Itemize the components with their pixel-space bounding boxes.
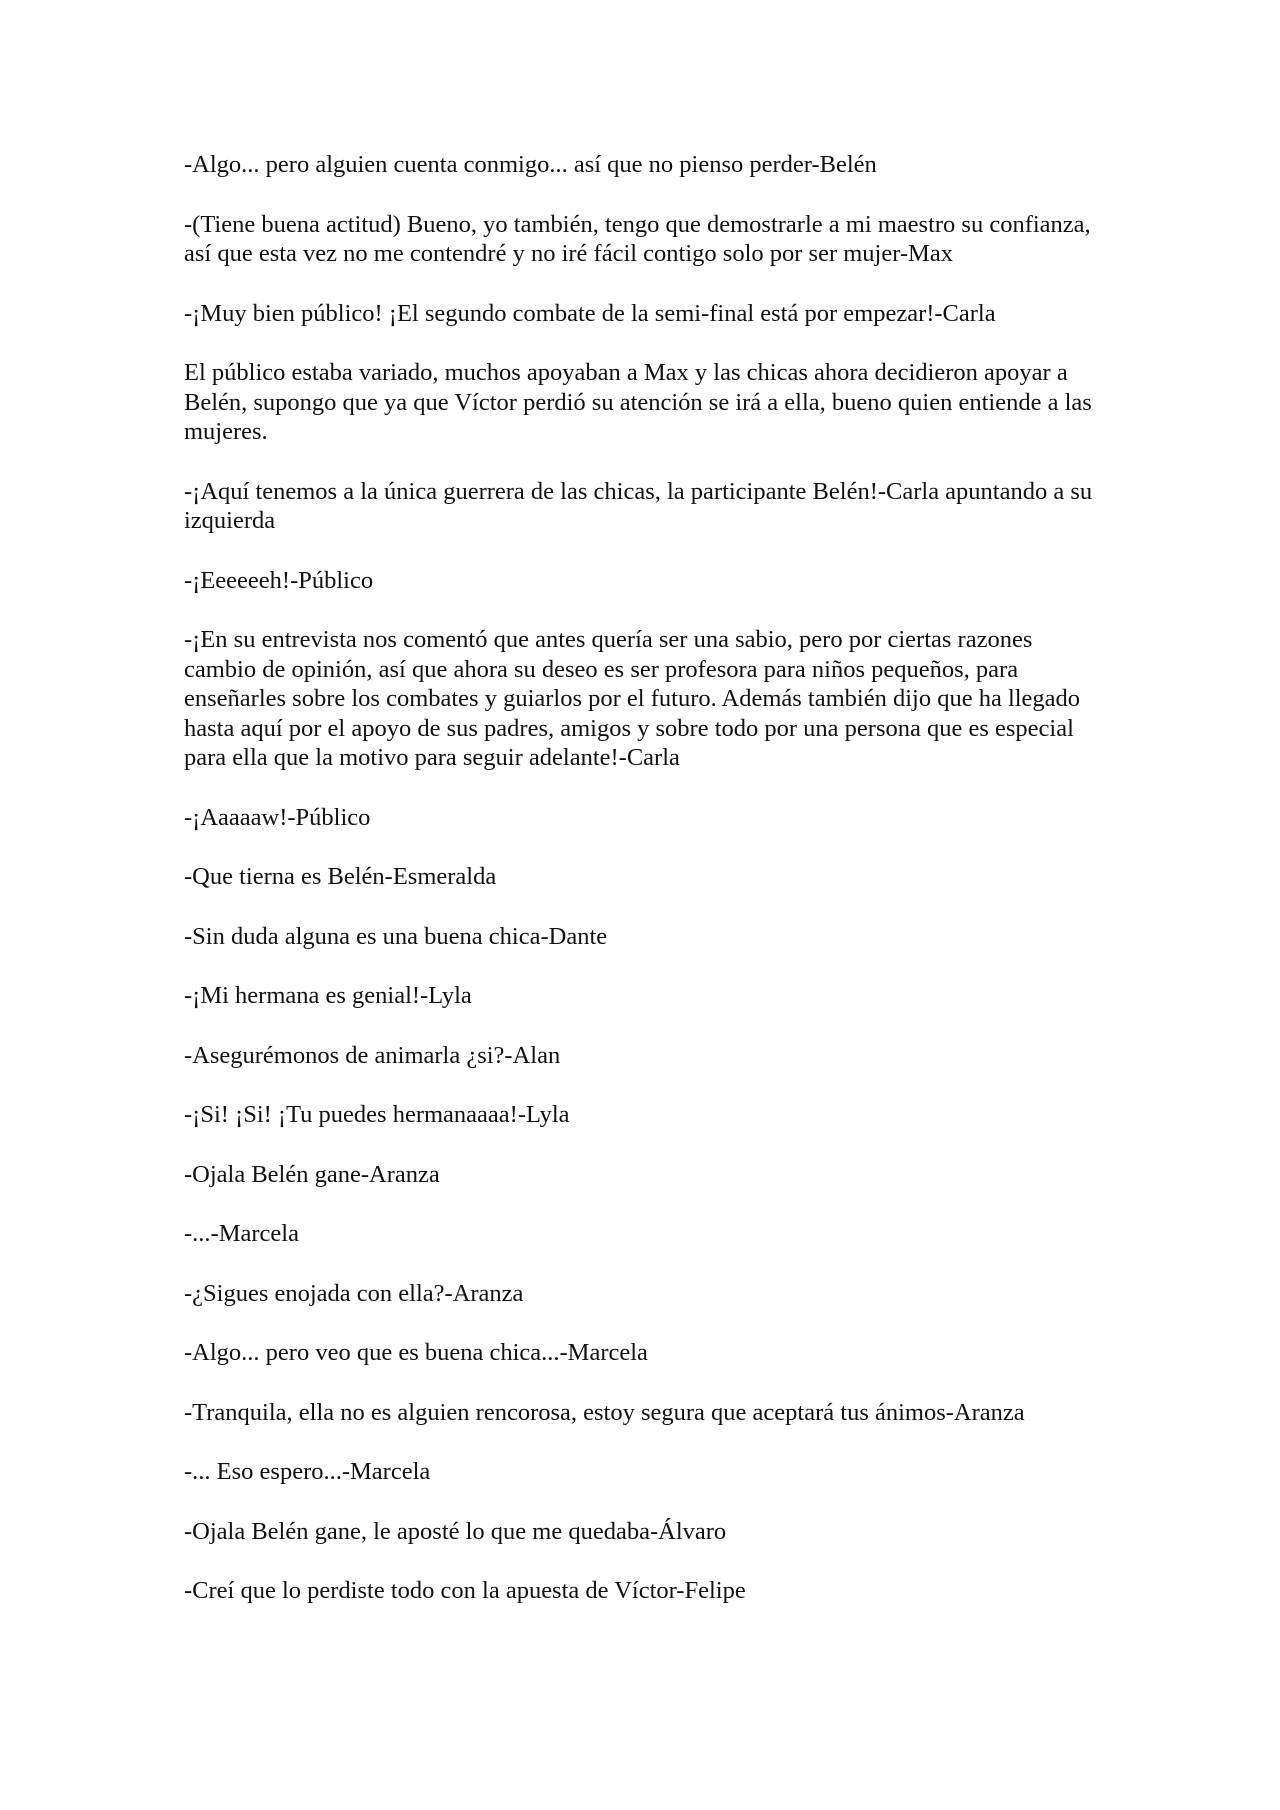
paragraph: -... Eso espero...-Marcela bbox=[184, 1458, 431, 1485]
paragraph: -Ojala Belén gane-Aranza bbox=[184, 1160, 440, 1188]
paragraph: -¡Mi hermana es genial!-Lyla bbox=[184, 982, 472, 1009]
paragraph: -¡Eeeeeeh!-Público bbox=[184, 566, 374, 594]
paragraph: -Ojala Belén gane, le aposté lo que me quedaba-Álvaro bbox=[184, 1517, 727, 1545]
paragraph: -Asegurémonos de animarla ¿si?-Alan bbox=[184, 1041, 561, 1069]
paragraph: -Creí que lo perdiste todo con la apuesta de Víctor-Felipe bbox=[184, 1577, 746, 1604]
paragraph: -¡En su entrevista nos comentó que antes quería ser una sabio, pero por ciertas razones cambio de opinión, así que ahora su deseo es ser profesora para niños pequeños, para enseñarles sobre los combates y guiarlos por el futuro. Además también dijo que ha llegado hasta aquí por el apoyo de sus padres, amigos y sobre todo por una persona que es especial para ella que la motivo para seguir adelante!-Carla bbox=[184, 626, 1081, 771]
document-body bbox=[184, 150, 1104, 1636]
paragraph: -Sin duda alguna es una buena chica-Dante bbox=[184, 922, 608, 950]
paragraph: -(Tiene buena actitud) Bueno, yo también, tengo que demostrarle a mi maestro su confianza, así que esta vez no me contendré y no iré fácil contigo solo por ser mujer-Max bbox=[184, 210, 1091, 267]
paragraph: -¿Sigues enojada con ella?-Aranza bbox=[184, 1279, 524, 1307]
paragraph: -¡Muy bien público! ¡El segundo combate de la semi-final está por empezar!-Carla bbox=[184, 299, 996, 327]
paragraph: -¡Si! ¡Si! ¡Tu puedes hermanaaaa!-Lyla bbox=[184, 1101, 570, 1128]
paragraph: -Que tierna es Belén-Esmeralda bbox=[184, 863, 497, 890]
paragraph: -Algo... pero alguien cuenta conmigo... así que no pienso perder-Belén bbox=[184, 151, 877, 178]
paragraph: -¡Aaaaaw!-Público bbox=[184, 803, 371, 831]
paragraph: -¡Aquí tenemos a la única guerrera de las chicas, la participante Belén!-Carla apuntando a su izquierda bbox=[184, 477, 1093, 534]
paragraph: -Tranquila, ella no es alguien rencorosa, estoy segura que aceptará tus ánimos-Aranza bbox=[184, 1398, 1025, 1426]
paragraph: El público estaba variado, muchos apoyaban a Max y las chicas ahora decidieron apoyar a Belén, supongo que ya que Víctor perdió su atención se irá a ella, bueno quien entiende a las mujeres. bbox=[184, 359, 1092, 445]
paragraph: -Algo... pero veo que es buena chica...-Marcela bbox=[184, 1339, 648, 1366]
paragraph: -...-Marcela bbox=[184, 1220, 299, 1247]
